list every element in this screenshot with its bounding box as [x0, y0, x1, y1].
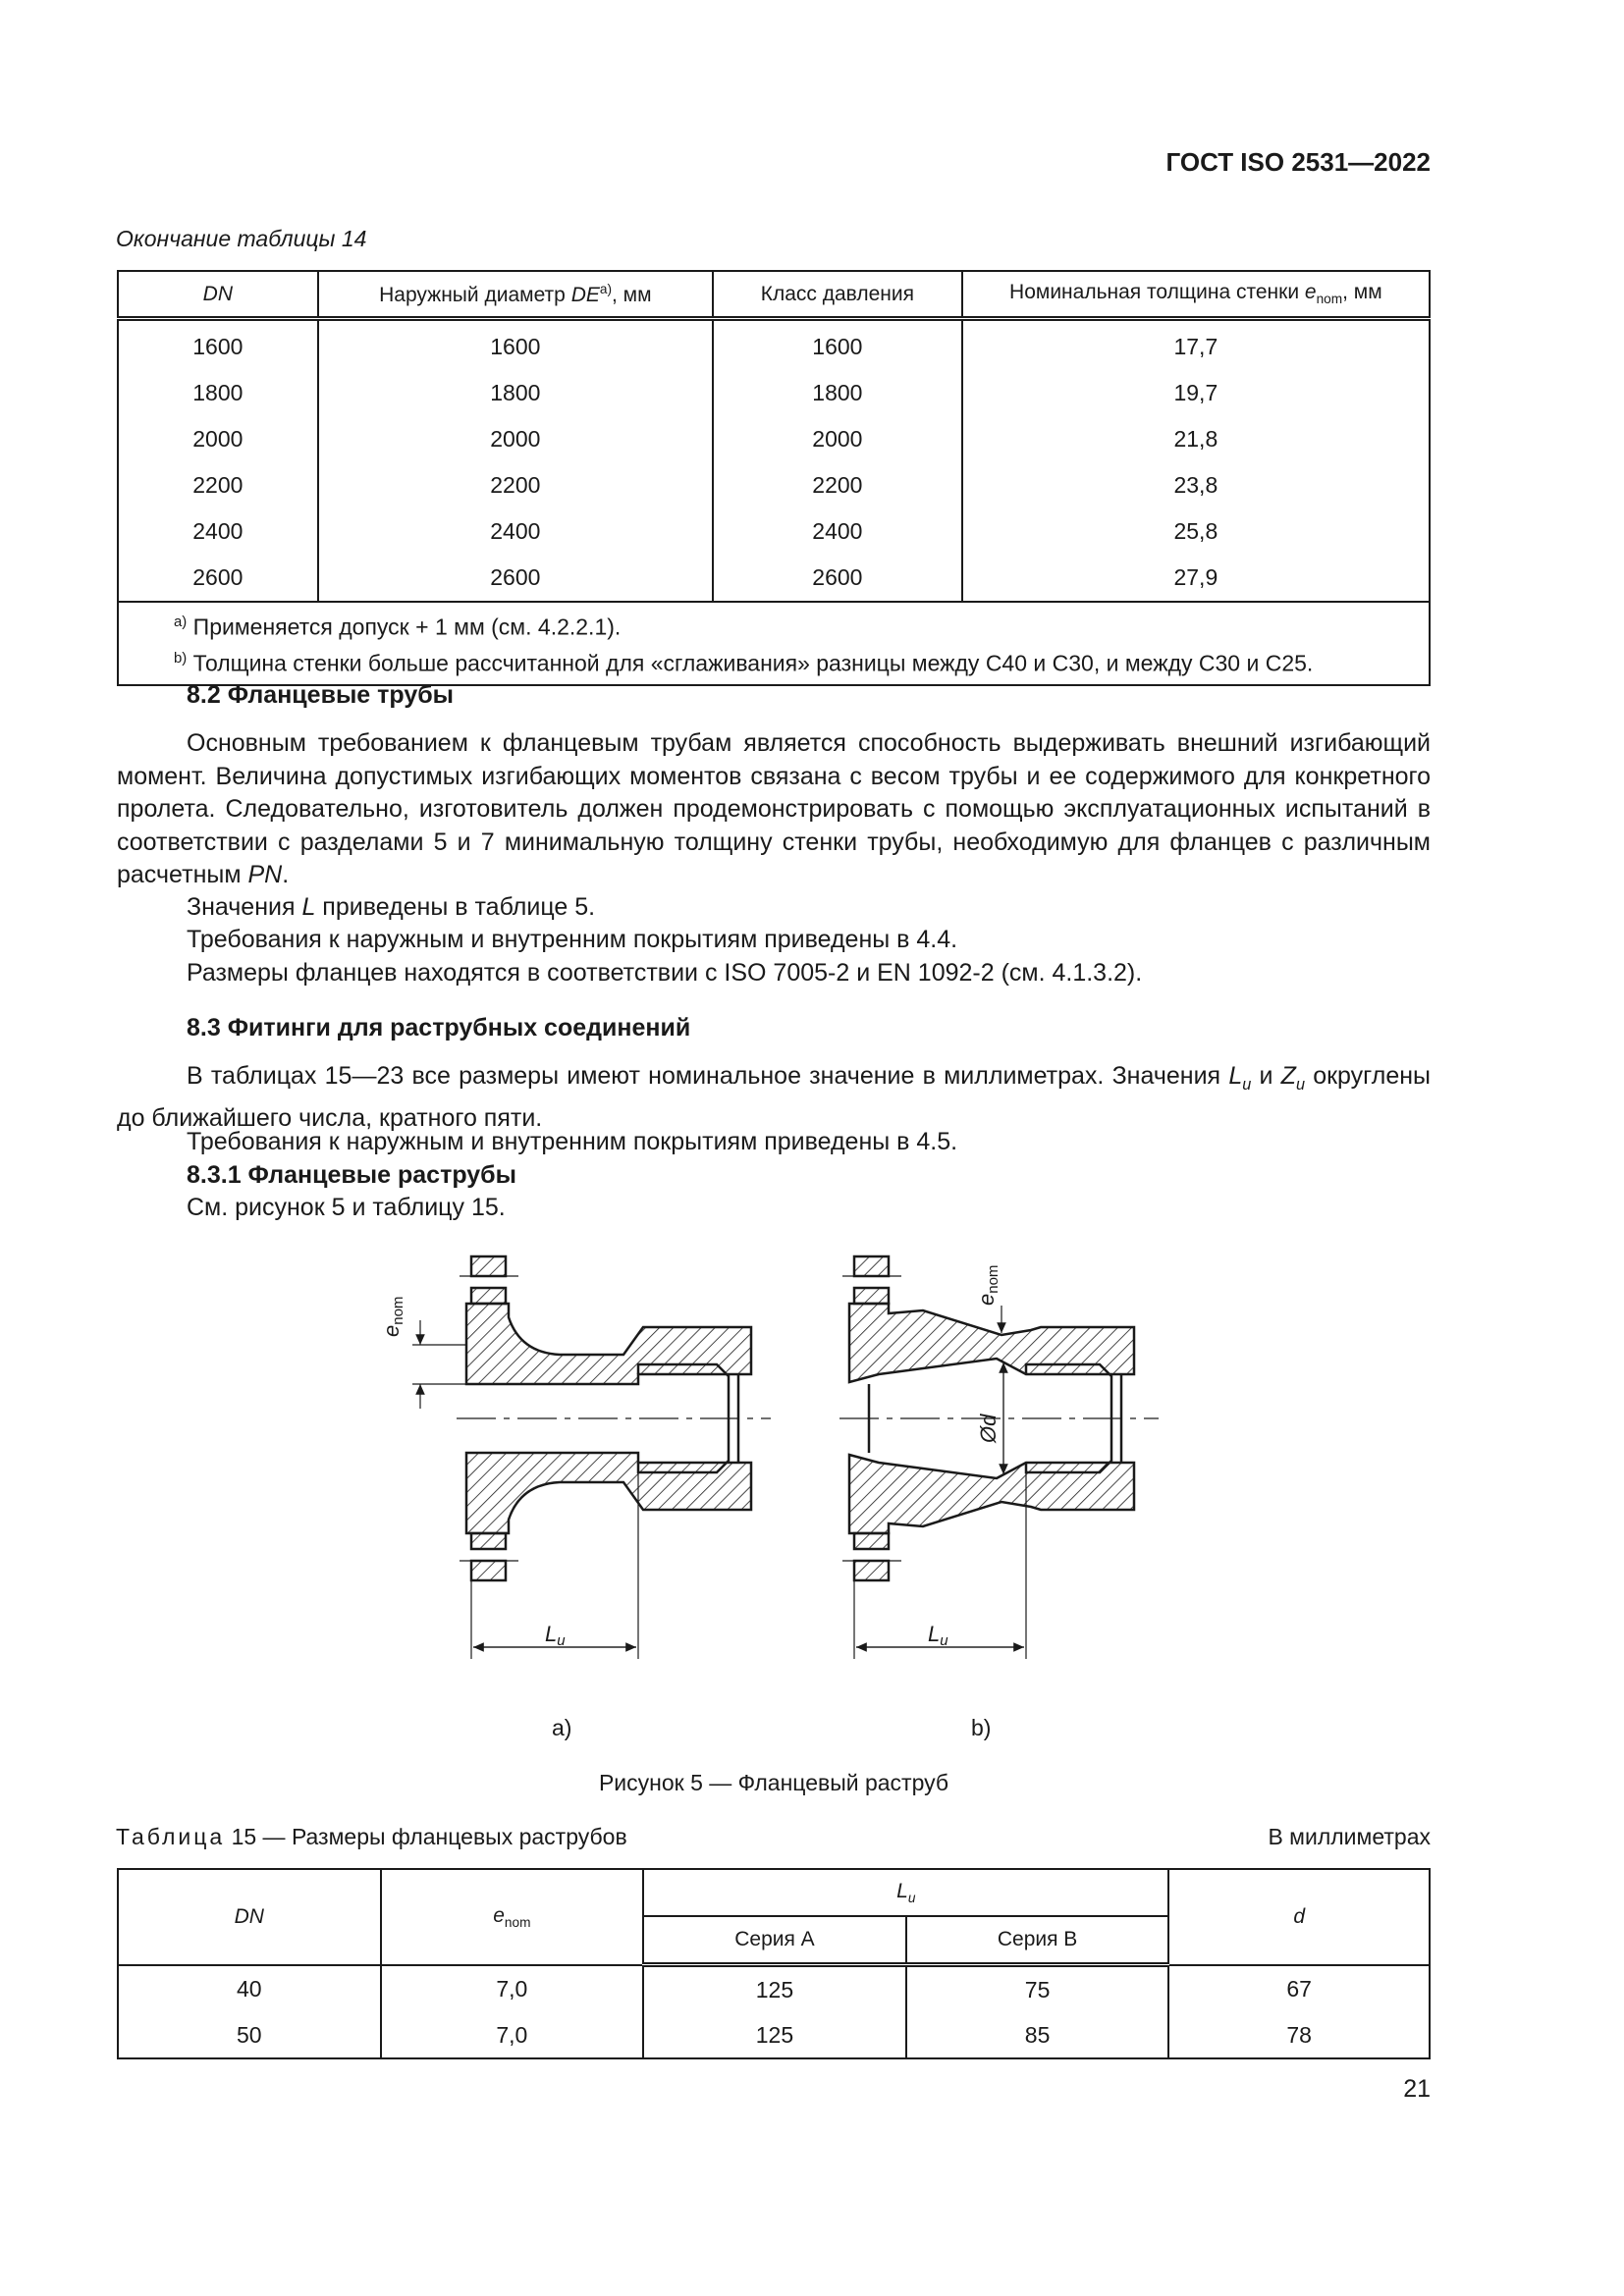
table-row: 2200 2200 2200 23,8: [118, 462, 1430, 508]
table-row: 40 7,0 125 75 67: [118, 1965, 1430, 2013]
table15-header-row-1: [118, 1869, 1430, 1916]
heading-8-2: 8.2 Фланцевые трубы: [187, 681, 455, 709]
para-8-2-flanges: Размеры фланцев находятся в соответствии с ISO 7005-2 и EN 1092-2 (см. 4.1.3.2).: [187, 959, 1143, 987]
table-row: 2000 2000 2000 21,8: [118, 416, 1430, 462]
table15-header-enom: $e_{nom}$: [381, 1869, 644, 1965]
bolt-flange-top-a: [471, 1256, 506, 1276]
wall-bottom-b: [849, 1455, 1134, 1533]
footnote-b: $^{b)}$ Толщина стенки больше рассчитанной для «сглаживания» разницы между С40 и С30, и между С30 и С25.: [174, 649, 1314, 676]
standard-designation: ГОСТ ISO 2531—2022: [1165, 147, 1431, 177]
flange-top-a: [471, 1288, 506, 1304]
para-8-2-coatings: Требования к наружным и внутренним покрытиям приведены в 4.4.: [187, 926, 958, 953]
lu-label-b: Lu: [928, 1622, 948, 1649]
table14-header-pressure-class: Класс давления: [713, 271, 962, 319]
para-8-2-main: Основным требованием к фланцевым трубам является способность выдерживать внешний изгибающий момент. Величина допустимых изгибающих моментов связана с весом трубы и ее содержимого для конкретного пролета. Следовательно, изготовитель должен продемонстрировать с помощью эксплуатационных испытаний в соответствии с разделами 5 и 7 минимальную толщину стенки трубы, необходимую для фланцев с различным расчетным PN.: [117, 729, 1431, 888]
enom-label-a: enom: [379, 1296, 406, 1337]
bolt-flange-bottom-a: [471, 1561, 506, 1580]
wall-top-b: [849, 1304, 1134, 1382]
footnote-a: $^{a)}$ Применяется допуск + 1 мм (см. 4.2.2.1).: [174, 614, 622, 640]
heading-8-3-1: 8.3.1 Фланцевые раструбы: [187, 1161, 516, 1189]
table15-caption: Таблица 15 — Размеры фланцевых раструбов: [116, 1824, 627, 1849]
flange-bottom-a: [471, 1533, 506, 1549]
wall-top-a: [466, 1304, 751, 1384]
table-row: 2600 2600 2600 27,9: [118, 555, 1430, 602]
table15-header-dn: DN: [118, 1869, 381, 1965]
table14-footnotes: [118, 602, 1430, 685]
table14-header-wall-thickness: Номинальная толщина стенки $e_{nom}$, мм: [962, 271, 1430, 319]
table14-header-row: [118, 271, 1430, 319]
table-row: 1600 1600 1600 17,7: [118, 319, 1430, 371]
para-8-3-1-see: См. рисунок 5 и таблицу 15.: [187, 1194, 506, 1221]
figure-label-b: b): [971, 1715, 992, 1740]
table-14: [117, 270, 1431, 686]
figure-5-caption: Рисунок 5 — Фланцевый раструб: [598, 1770, 949, 1795]
wall-bottom-a: [466, 1453, 751, 1533]
table14-caption: Окончание таблицы 14: [116, 226, 367, 251]
lu-label-a: Lu: [545, 1622, 566, 1649]
table-row: 1800 1800 1800 19,7: [118, 370, 1430, 416]
table-row: 50 7,0 125 85 78: [118, 2012, 1430, 2058]
table15-header-lu: $L_u$: [643, 1869, 1168, 1916]
figure-5: [379, 1247, 1178, 1742]
para-8-3-dimensions: В таблицах 15—23 все размеры имеют номинальное значение в миллиметрах. Значения $L_u$ и $Z_u$ округлены до ближайшего числа, кратного пяти.: [117, 1062, 1431, 1132]
table-15: [117, 1868, 1431, 2059]
para-8-2-l-values: Значения L приведены в таблице 5.: [187, 893, 596, 921]
enom-label-b: enom: [974, 1264, 1001, 1306]
table15-units: В миллиметрах: [1268, 1824, 1431, 1849]
table14-header-outer-diameter: Наружный диаметр DE$^{a)}$, мм: [318, 271, 713, 319]
flanged-socket-drawing: [379, 1247, 1178, 1740]
table14-header-dn: DN: [118, 271, 318, 319]
table15-header-d: d: [1168, 1869, 1430, 1965]
figure-label-a: a): [552, 1715, 572, 1740]
table-row: 2400 2400 2400 25,8: [118, 508, 1430, 555]
table15-header-series-a: Серия А: [643, 1916, 906, 1965]
para-8-3-coatings: Требования к наружным и внутренним покрытиям приведены в 4.5.: [187, 1128, 958, 1155]
page-number: 21: [1403, 2075, 1431, 2103]
diameter-label-b: Ød: [976, 1414, 1001, 1443]
heading-8-3: 8.3 Фитинги для раструбных соединений: [187, 1014, 691, 1041]
table15-header-series-b: Серия В: [906, 1916, 1169, 1965]
